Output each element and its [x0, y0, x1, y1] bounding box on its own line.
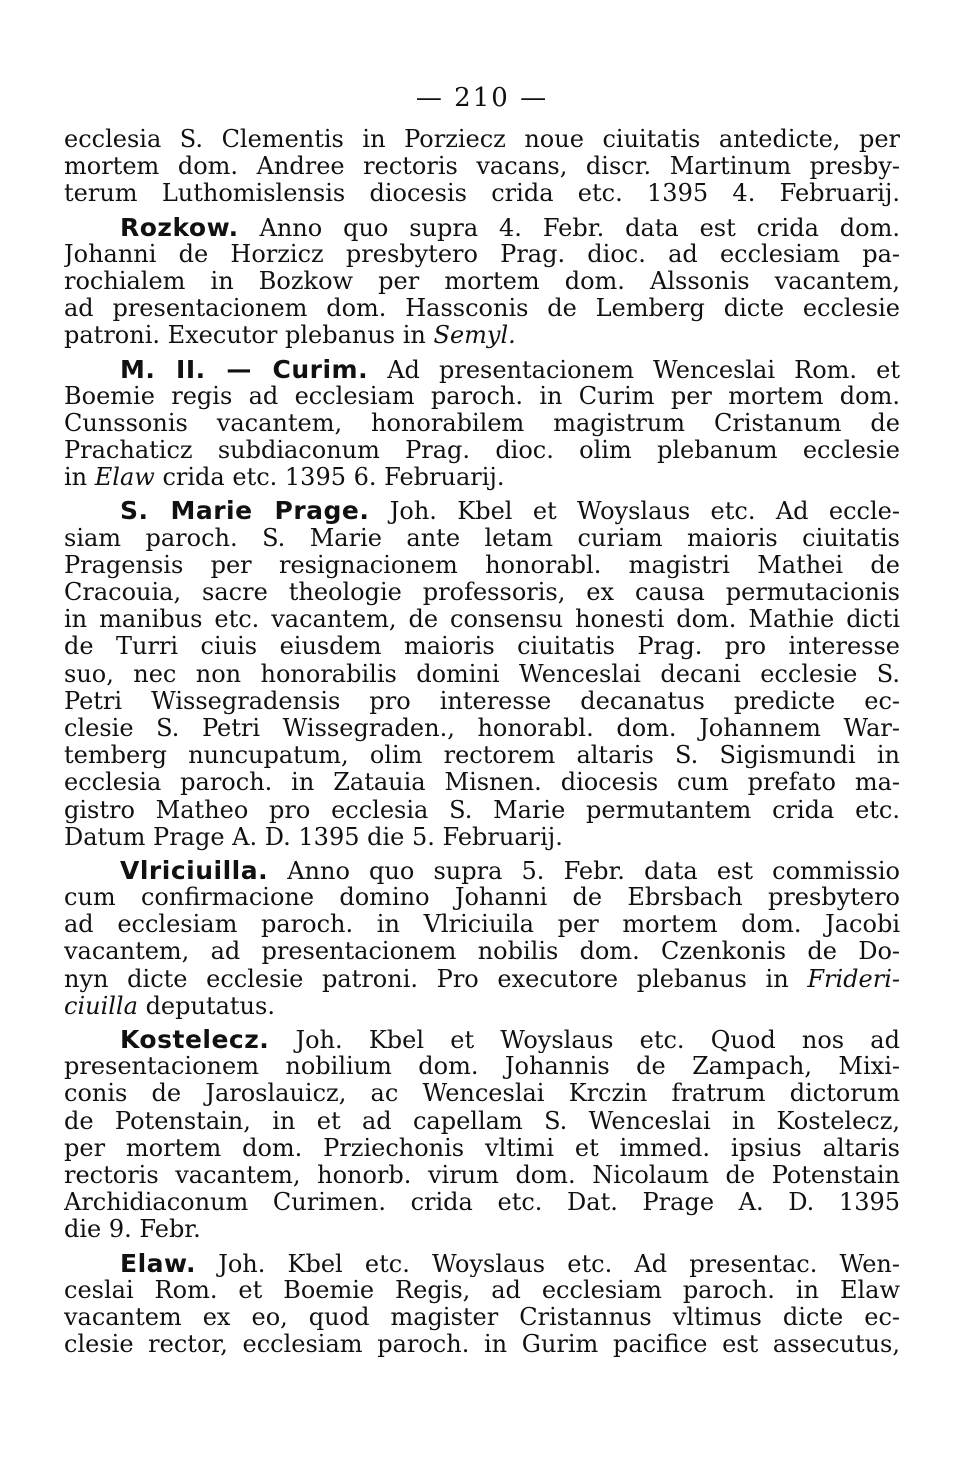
- text-line: die 9. Febr.: [64, 1216, 201, 1244]
- place-name: Semyl.: [433, 322, 516, 350]
- entry-heading: S. Marie Prage.: [120, 497, 370, 525]
- entry-heading: Kostelecz.: [120, 1026, 270, 1054]
- document-page: [64, 78, 900, 1358]
- text-line: de Potenstain, in et ad capellam S. Wenceslai in Kostelecz,: [64, 1107, 900, 1135]
- text-line: Cunssonis vacantem, honorabilem magistrum Cristanum de: [64, 409, 900, 437]
- text-line: ciuilla deputatus.: [64, 992, 275, 1020]
- place-name: Elaw: [94, 464, 155, 492]
- text-line: vacantem, ad presentacionem nobilis dom. Czenkonis de Do-: [64, 938, 900, 966]
- text-line: nyn dicte ecclesie patroni. Pro executore plebanus in Frideri-: [64, 965, 900, 993]
- text-line: Prachaticz subdiaconum Prag. dioc. olim plebanum ecclesie: [64, 437, 900, 465]
- text-line: temberg nuncupatum, olim rectorem altaris S. Sigismundi in: [64, 742, 900, 770]
- entry-s-marie-prage: [64, 497, 900, 524]
- entry-heading: Rozkow.: [120, 213, 239, 241]
- text-line: patroni. Executor plebanus in Semyl.: [64, 322, 516, 350]
- text-line: Pragensis per resignacionem honorabl. magistri Mathei de: [64, 551, 900, 579]
- text-line: siam paroch. S. Marie ante letam curiam maioris ciuitatis: [64, 524, 900, 552]
- entry-rozkow: [64, 214, 900, 241]
- entry-heading: M. II. — Curim.: [120, 355, 369, 383]
- text-line: ecclesia paroch. in Zatauia Misnen. diocesis cum prefato ma-: [64, 769, 900, 797]
- text-line: ad ecclesiam paroch. in Vlriciuila per mortem dom. Jacobi: [64, 911, 900, 939]
- entry-text: Anno quo supra 5. Febr. data est commissio: [287, 856, 900, 885]
- text-line: Boemie regis ad ecclesiam paroch. in Curim per mortem dom.: [64, 382, 900, 410]
- text-line: Johanni de Horzicz presbytero Prag. dioc. ad ecclesiam pa-: [64, 240, 900, 268]
- place-name: ciuilla: [64, 992, 138, 1020]
- text-line: vacantem ex eo, quod magister Cristannus vltimus dicte ec-: [64, 1303, 900, 1331]
- text-line: conis de Jaroslauicz, ac Wenceslai Krczin fratrum dictorum: [64, 1080, 900, 1108]
- text-line: mortem dom. Andree rectoris vacans, discr. Martinum presby-: [64, 153, 900, 181]
- text-line: Cracouia, sacre theologie professoris, ex causa permutacionis: [64, 579, 900, 606]
- text-line: in manibus etc. vacantem, de consensu honesti dom. Mathie dicti: [64, 606, 900, 634]
- text-line: clesie rector, ecclesiam paroch. in Gurim pacifice est assecutus,: [64, 1331, 900, 1359]
- text-line: clesie S. Petri Wissegraden., honorabl. dom. Johannem War-: [64, 714, 900, 742]
- entry-curim: [64, 356, 900, 383]
- entry-text: Joh. Kbel et Woyslaus etc. Ad eccle-: [389, 497, 900, 525]
- text-line: ecclesia S. Clementis in Porziecz noue ciuitatis antedicte, per: [64, 126, 900, 153]
- text-line: suo, nec non honorabilis domini Wenceslai decani ecclesie S.: [64, 660, 900, 688]
- entry-text: Joh. Kbel et Woyslaus etc. Quod nos ad: [295, 1026, 900, 1054]
- page-number: — 210 —: [415, 83, 549, 113]
- entry-text: Joh. Kbel etc. Woyslaus etc. Ad presentac. Wen-: [218, 1249, 900, 1277]
- text-line: cum confirmacione domino Johanni de Ebrsbach presbytero: [64, 884, 900, 912]
- entry-heading: Vlriciuilla.: [120, 856, 269, 885]
- text-line: Petri Wissegradensis pro interesse decanatus predicte ec-: [64, 687, 900, 715]
- place-name: Frideri-: [807, 965, 900, 993]
- text-line: presentacionem nobilium dom. Johannis de Zampach, Mixi-: [64, 1053, 900, 1081]
- entry-kostelecz: [64, 1026, 900, 1053]
- text-line: Archidiaconum Curimen. crida etc. Dat. Prage A. D. 1395: [64, 1189, 900, 1217]
- text-line: gistro Matheo pro ecclesia S. Marie permutantem crida etc.: [64, 796, 900, 824]
- entry-text: Ad presentacionem Wenceslai Rom. et: [387, 355, 900, 383]
- text-line: ceslai Rom. et Boemie Regis, ad ecclesiam paroch. in Elaw: [64, 1276, 900, 1304]
- text-line: per mortem dom. Prziechonis vltimi et immed. ipsius altaris: [64, 1134, 900, 1162]
- text-line: Datum Prage A. D. 1395 die 5. Februarij.: [64, 823, 563, 851]
- text-line: ad presentacionem dom. Hassconis de Lemberg dicte ecclesie: [64, 295, 900, 323]
- entry-heading: Elaw.: [120, 1249, 197, 1277]
- text-line: rochialem in Bozkow per mortem dom. Alssonis vacantem,: [64, 267, 900, 295]
- entry-vlriciuilla: [64, 857, 900, 884]
- text-line: terum Luthomislensis diocesis crida etc. 1395 4. Februarij.: [64, 180, 900, 208]
- text-line: rectoris vacantem, honorb. virum dom. Nicolaum de Potenstain: [64, 1161, 900, 1189]
- entry-elaw: [64, 1250, 900, 1277]
- text-line: in Elaw crida etc. 1395 6. Februarij.: [64, 464, 505, 492]
- text-line: de Turri ciuis eiusdem maioris ciuitatis Prag. pro interesse: [64, 633, 900, 661]
- entry-text: Anno quo supra 4. Febr. data est crida dom.: [259, 213, 900, 241]
